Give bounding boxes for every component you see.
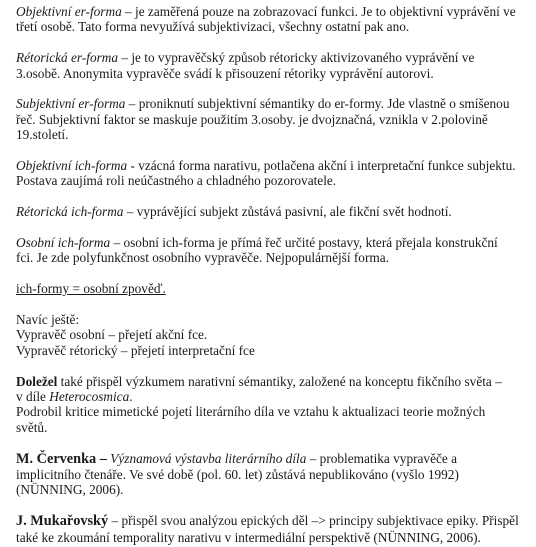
work-title-heterocosmica: Heterocosmica — [49, 389, 130, 405]
text-line: 3.osobě. Anonymita vypravěče svádí k přisouzení rétoriky vyprávění autorovi. — [16, 65, 434, 81]
text-line — [16, 96, 526, 111]
text-span: – je to vypravěčský způsob rétoricky aktivizovaného vyprávění ve — [118, 50, 475, 66]
text-line — [16, 50, 526, 65]
text-span: – přispěl svou analýzou epických děl –> principy subjektivace epiky. Přispěl — [108, 513, 519, 529]
term-objektivni-er-forma: Objektivní er-forma — [16, 4, 122, 19]
text-span: v díle — [16, 389, 50, 405]
text-line: (NÜNNING, 2006). — [16, 482, 124, 498]
term-objektivni-ich-forma: Objektivní ich-forma — [16, 158, 128, 174]
work-title-vyznamova-vystavba: Významová výstavba literárního díla — [110, 450, 307, 466]
paragraph-osobni-ich-forma — [16, 235, 526, 266]
paragraph-objektivni-ich-forma — [16, 158, 526, 189]
term-osobni-ich-forma: Osobní ich-forma — [16, 235, 111, 251]
text-span: – proniknutí subjektivní sémantiky do er-formy. Jde vlastně o smíšenou — [125, 96, 510, 112]
paragraph-dolezel — [16, 374, 526, 436]
document-body — [16, 4, 526, 545]
paragraph-retoricka-ich-forma — [16, 204, 526, 219]
text-line — [16, 158, 526, 173]
paragraph-subjektivni-er-forma — [16, 96, 526, 142]
text-span: – vyprávějící subjekt zůstává pasivní, ale fikční svět hodnotí. — [123, 204, 452, 220]
paragraph-cervenka — [16, 451, 526, 498]
note-heading: Navíc ještě: — [16, 312, 80, 328]
paragraph-retoricka-er-forma — [16, 50, 526, 81]
text-line: řeč. Subjektivní faktor se maskuje použitím 3.osoby. je dvojznačná, vznikla v 2.polovině — [16, 111, 488, 127]
text-span: také přispěl výzkumem narativní sémantiky, založené na konceptu fikčního světa – — [57, 373, 502, 389]
text-line: 19.století. — [16, 127, 69, 143]
text-line — [16, 235, 526, 250]
term-retoricka-er-forma: Rétorická er-forma — [16, 50, 119, 66]
text-line: Vypravěč rétorický – přejetí interpretační fce — [16, 342, 255, 358]
text-line: také ke zkoumání temporality narativu v intermediální perspektivě (NÜNNING, 2006). — [16, 529, 481, 545]
text-span: – problematika vypravěče a — [306, 450, 458, 466]
text-line — [16, 4, 526, 19]
text-line: světů. — [16, 419, 48, 435]
text-span: – osobní ich-forma je přímá řeč určité postavy, která přejala konstrukční — [110, 235, 498, 251]
text-line: Podrobil kritice mimetické pojetí literárního díla ve vztahu k aktualizaci teorie možných — [16, 404, 486, 420]
text-line: třetí osobě. Tato forma nevyužívá subjektivizaci, všechny ostatní pak ano. — [16, 19, 410, 35]
text-line: fci. Je zde polyfunkčnost osobního vypravěče. Nejpopulárnější forma. — [16, 250, 389, 266]
text-line — [16, 389, 526, 404]
text-line: Vypravěč osobní – přejetí akční fce. — [16, 327, 208, 343]
paragraph-objektivni-er-forma — [16, 4, 526, 35]
text-span: – je zaměřená pouze na zobrazovací funkci. Je to objektivní vyprávění ve — [121, 4, 516, 19]
paragraph-navic — [16, 312, 526, 358]
text-line — [16, 204, 526, 219]
text-line — [16, 451, 526, 467]
term-subjektivni-er-forma: Subjektivní er-forma — [16, 96, 126, 112]
text-span: - vzácná forma narativu, potlačena akční i interpretační funkce subjektu. — [127, 158, 516, 174]
underlined-note: ich-formy = osobní zpověď. — [16, 281, 166, 297]
text-span: . — [129, 389, 133, 405]
author-name-dolezel: Doležel — [16, 373, 58, 389]
author-name-cervenka: M. Červenka – — [16, 450, 107, 467]
term-retoricka-ich-forma: Rétorická ich-forma — [16, 204, 124, 220]
text-line: Postava zaujímá roli neúčastného a chladného pozorovatele. — [16, 173, 337, 189]
author-name-mukarovsky: J. Mukařovský — [16, 513, 109, 530]
text-line — [16, 374, 526, 389]
paragraph-mukarovsky — [16, 513, 526, 545]
text-line — [16, 513, 526, 529]
text-line: implicitního čtenáře. Ve své době (pol. 60. let) zůstává nepublikováno (vyšlo 1992) — [16, 467, 459, 483]
